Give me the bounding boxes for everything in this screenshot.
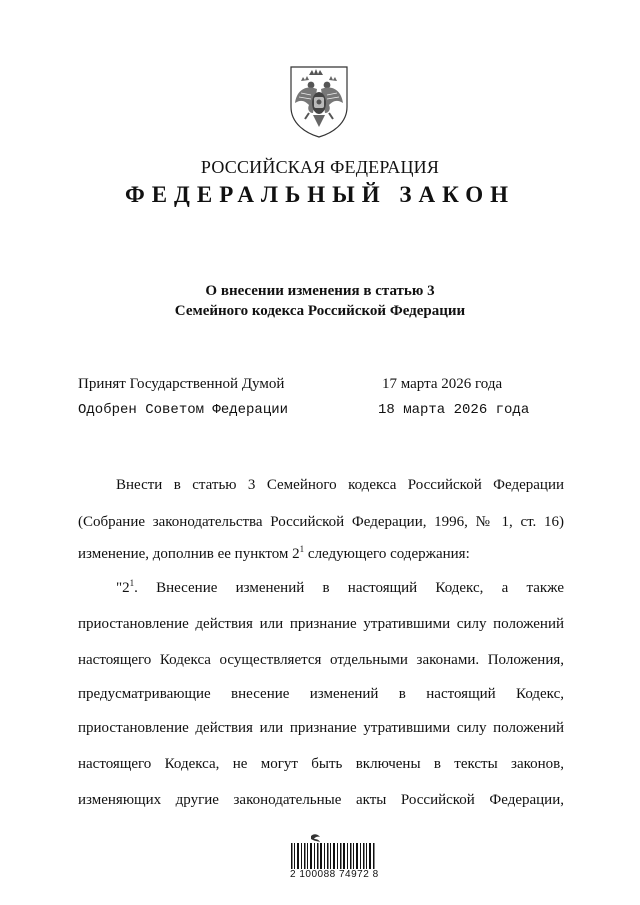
- council-approval-label: Одобрен Советом Федерации: [78, 402, 289, 418]
- body-line: [78, 546, 564, 563]
- body-line: настоящего Кодекса, не могут быть включены в тексты законов,: [78, 756, 564, 772]
- body-text: следующего содержания:: [304, 546, 470, 562]
- body-text: изменение, дополнив ее пунктом 2: [78, 546, 300, 562]
- body-line: [116, 580, 564, 597]
- body-text: . Внесение изменений в настоящий Кодекс, а также: [134, 580, 564, 596]
- law-title-line-2: Семейного кодекса Российской Федерации: [174, 303, 466, 319]
- council-approval-date: 18 марта 2026 года: [378, 402, 530, 418]
- body-line: изменяющих другие законодательные акты Российской Федерации,: [78, 792, 564, 808]
- duma-adoption-date: 17 марта 2026 года: [382, 376, 503, 392]
- law-body: [78, 0, 564, 905]
- country-heading: РОССИЙСКАЯ ФЕДЕРАЦИЯ: [200, 157, 440, 177]
- superscript: 1: [129, 578, 135, 588]
- law-type-heading: ФЕДЕРАЛЬНЫЙ ЗАКОН: [124, 182, 516, 207]
- body-line: предусматривающие внесение изменений в настоящий Кодекс,: [78, 686, 564, 702]
- body-line: приостановление действия или признание утратившими силу положений: [78, 616, 564, 632]
- law-title-line-1: О внесении изменения в статью 3: [205, 283, 435, 299]
- duma-adoption-label: Принят Государственной Думой: [78, 376, 285, 392]
- barcode-number: 2 100088 74972 8: [290, 869, 379, 880]
- superscript: 1: [299, 544, 305, 554]
- body-line: настоящего Кодекса осуществляется отдельными законами. Положения,: [78, 652, 564, 668]
- body-text: "2: [116, 580, 130, 596]
- body-line: Внести в статью 3 Семейного кодекса Российской Федерации: [116, 477, 564, 493]
- body-line: (Собрание законодательства Российской Федерации, 1996, № 1, ст. 16): [78, 514, 564, 530]
- body-line: приостановление действия или признание утратившими силу положений: [78, 720, 564, 736]
